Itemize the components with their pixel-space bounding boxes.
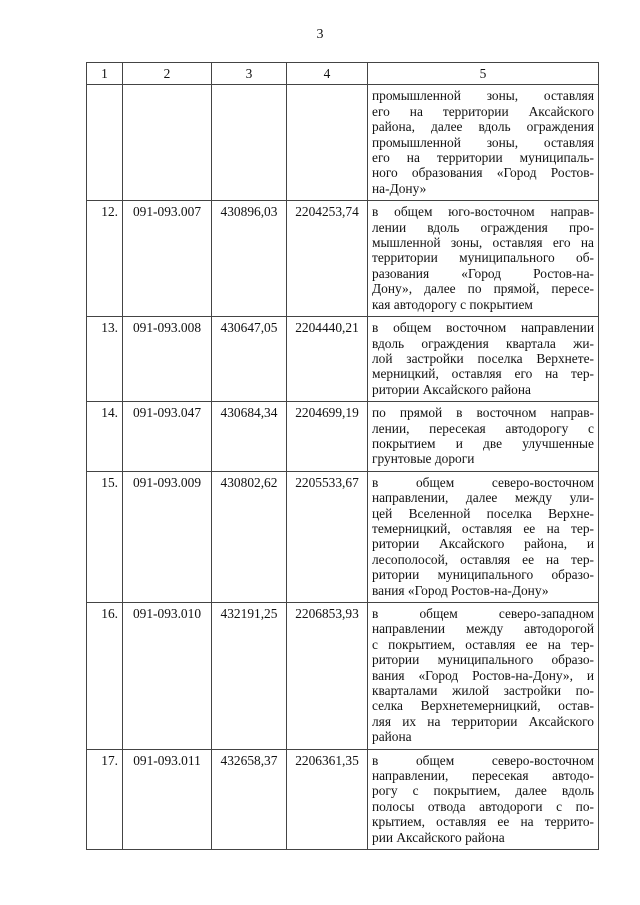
description-line: полосы отвода автодороги с по- <box>372 798 594 814</box>
coordinate-y-cell: 2204253,74 <box>287 201 368 317</box>
coordinate-y-cell: 2206361,35 <box>287 749 368 849</box>
description-line: кварталами жилой застройки по- <box>372 683 594 699</box>
description-line: вдоль ограждения квартала жи- <box>372 335 594 351</box>
description-line: ного образования «Город Ростов- <box>372 165 594 181</box>
description-line: разования «Город Ростов-на- <box>372 265 594 281</box>
point-code-cell: 091-093.008 <box>123 317 212 402</box>
header-cell: 5 <box>368 63 599 85</box>
boundary-description-cell <box>368 201 599 317</box>
coordinate-x-cell <box>212 85 287 201</box>
row-number-cell: 15. <box>87 471 123 602</box>
table-row <box>87 201 599 317</box>
description-line: в общем северо-западном <box>372 606 594 621</box>
table-row <box>87 749 599 849</box>
header-cell: 1 <box>87 63 123 85</box>
page-number: 3 <box>316 27 324 42</box>
boundary-description-cell <box>368 749 599 849</box>
description-line: крытием, оставляя ее на террито- <box>372 814 594 830</box>
description-line: с покрытием, оставляя ее на тер- <box>372 636 594 652</box>
point-code-cell: 091-093.009 <box>123 471 212 602</box>
description-line: района <box>372 729 412 745</box>
row-number-cell: 13. <box>87 317 123 402</box>
description-line: лесополосой, оставляя ее на тер- <box>372 551 594 567</box>
description-line: на-Дону» <box>372 180 427 196</box>
description-line: лении, пересекая автодорогу с <box>372 420 594 436</box>
coordinate-x-cell: 432191,25 <box>212 603 287 750</box>
boundary-description-cell <box>368 317 599 402</box>
description-line: темерницкий, оставляя ее на тер- <box>372 520 594 536</box>
description-line: рии Аксайского района <box>372 829 505 845</box>
coordinate-x-cell: 430684,34 <box>212 402 287 472</box>
description-line: мышленной зоны, оставляя его на <box>372 235 594 251</box>
row-number-cell: 12. <box>87 201 123 317</box>
boundary-description-cell <box>368 603 599 750</box>
boundary-description-cell <box>368 402 599 472</box>
description-line: ритории Аксайского района <box>372 381 531 397</box>
description-line: ляя их на территории Аксайского <box>372 713 594 729</box>
coordinate-x-cell: 430896,03 <box>212 201 287 317</box>
header-cell: 2 <box>123 63 212 85</box>
description-line: ритории муниципального образо- <box>372 567 594 583</box>
table-row <box>87 317 599 402</box>
description-line: лении вдоль ограждения про- <box>372 219 594 235</box>
table-header-row <box>87 63 599 85</box>
row-number-cell: 14. <box>87 402 123 472</box>
table-row <box>87 603 599 750</box>
description-line: в общем восточном направлении <box>372 320 594 336</box>
table-row <box>87 471 599 602</box>
description-line: территории муниципального об- <box>372 250 594 266</box>
description-line: направлении, пересекая автодо- <box>372 768 594 784</box>
description-line: вания «Город Ростов-на-Дону», и <box>372 667 594 683</box>
description-line: в общем северо-восточном <box>372 474 594 490</box>
description-line: покрытием и две улучшенные <box>372 435 594 451</box>
description-line: рогу с покрытием, далее вдоль <box>372 783 594 799</box>
coordinate-y-cell: 2204699,19 <box>287 402 368 472</box>
description-line: промышленной зоны, оставляя <box>372 134 594 150</box>
description-line: района, далее вдоль ограждения <box>372 119 594 135</box>
boundary-table <box>86 62 599 850</box>
table-row <box>87 85 599 201</box>
description-line: грунтовые дороги <box>372 451 475 467</box>
description-line: по прямой в восточном направ- <box>372 405 594 421</box>
coordinate-y-cell: 2205533,67 <box>287 471 368 602</box>
description-line: промышленной зоны, оставляя <box>372 88 594 104</box>
coordinate-y-cell <box>287 85 368 201</box>
point-code-cell: 091-093.047 <box>123 402 212 472</box>
boundary-description-cell <box>368 471 599 602</box>
row-number-cell: 17. <box>87 749 123 849</box>
boundary-description-cell <box>368 85 599 201</box>
description-line: лой застройки поселка Верхнете- <box>372 350 594 366</box>
point-code-cell <box>123 85 212 201</box>
description-line: направлении между автодорогой <box>372 621 594 637</box>
description-line: в общем северо-восточном <box>372 752 594 768</box>
coordinate-x-cell: 430802,62 <box>212 471 287 602</box>
table-row <box>87 402 599 472</box>
point-code-cell: 091-093.011 <box>123 749 212 849</box>
description-line: кая автодорогу с покрытием <box>372 296 533 312</box>
coordinate-y-cell: 2206853,93 <box>287 603 368 750</box>
description-line: селка Верхнетемерницкий, остав- <box>372 698 594 714</box>
description-line: направлении, далее между ули- <box>372 490 594 506</box>
header-cell: 3 <box>212 63 287 85</box>
description-line: его на территории муниципаль- <box>372 150 594 166</box>
description-line: в общем юго-восточном направ- <box>372 204 594 220</box>
point-code-cell: 091-093.010 <box>123 603 212 750</box>
description-line: цей Вселенной поселка Верхне- <box>372 505 594 521</box>
coordinate-x-cell: 430647,05 <box>212 317 287 402</box>
description-line: ритории муниципального образо- <box>372 652 594 668</box>
description-line: его на территории Аксайского <box>372 103 594 119</box>
row-number-cell <box>87 85 123 201</box>
coordinate-x-cell: 432658,37 <box>212 749 287 849</box>
description-line: ритории Аксайского района, и <box>372 536 594 552</box>
description-line: вания «Город Ростов-на-Дону» <box>372 582 549 598</box>
description-line: Дону», далее по прямой, пересе- <box>372 281 594 297</box>
description-line: мерницкий, оставляя его на тер- <box>372 366 594 382</box>
row-number-cell: 16. <box>87 603 123 750</box>
point-code-cell: 091-093.007 <box>123 201 212 317</box>
coordinate-y-cell: 2204440,21 <box>287 317 368 402</box>
header-cell: 4 <box>287 63 368 85</box>
